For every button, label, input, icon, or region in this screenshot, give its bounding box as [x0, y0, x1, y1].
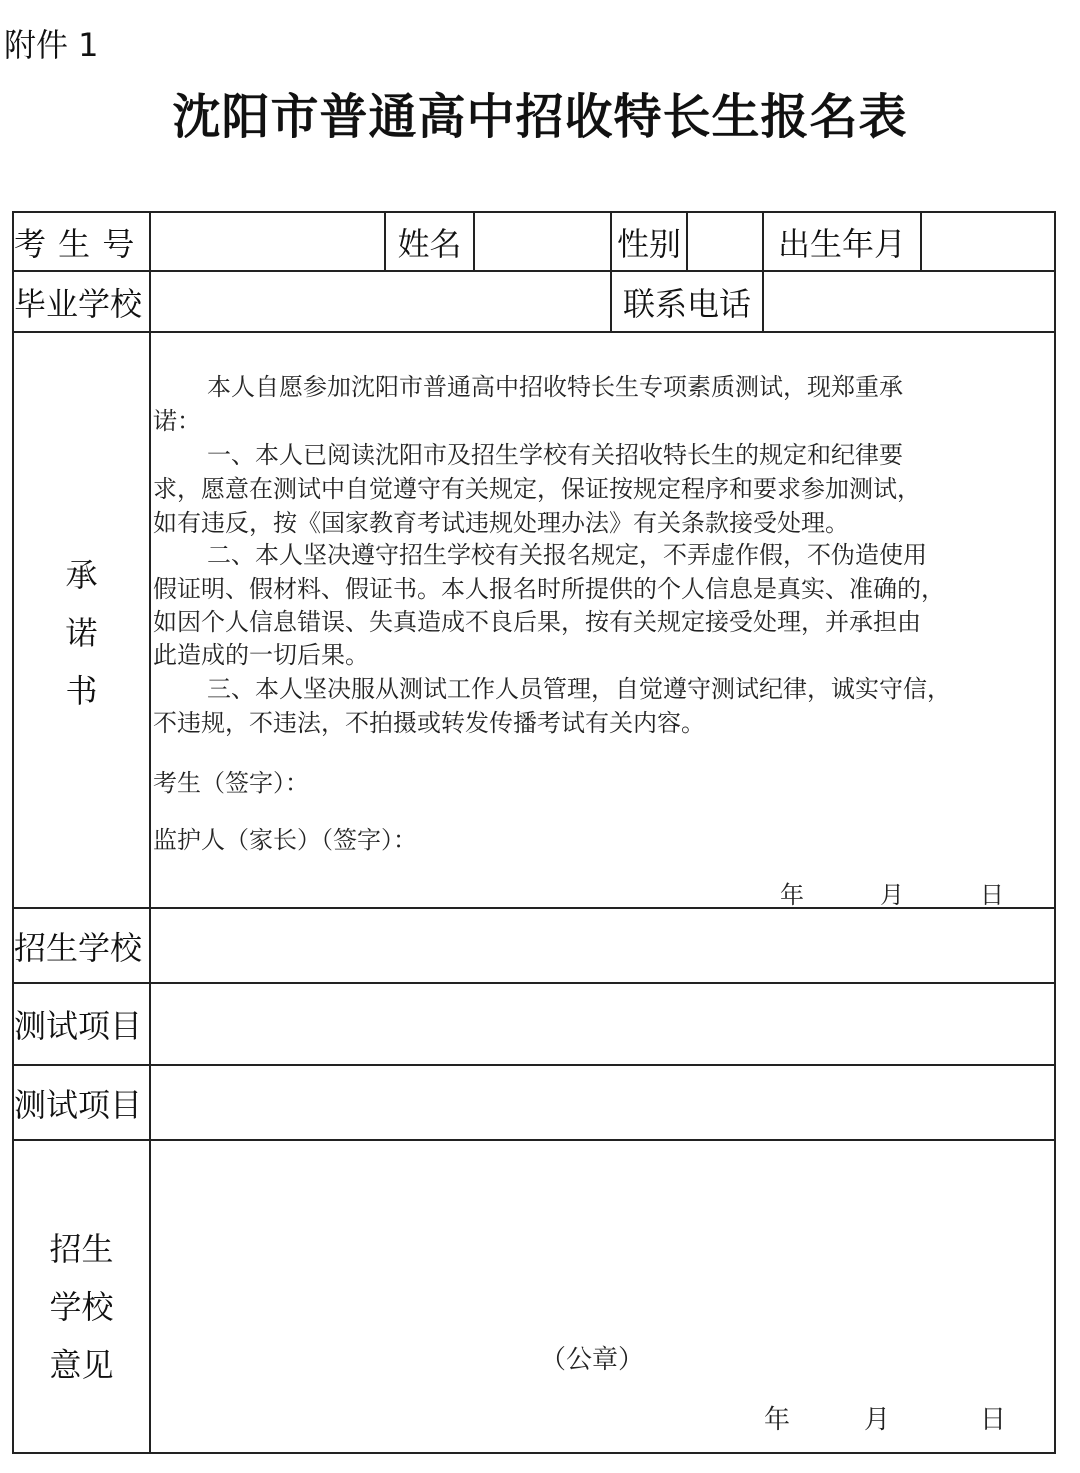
pledge-date-year: 年 — [780, 881, 804, 909]
pledge-label — [14, 550, 149, 724]
opinion-date-day: 日 — [980, 1405, 1007, 1435]
test-item-field[interactable] — [151, 1066, 1054, 1139]
phone-field[interactable] — [764, 272, 1054, 331]
pledge-label-char: 承 — [65, 556, 98, 594]
table-row-divider — [12, 1139, 1056, 1141]
graduate-school-field[interactable] — [151, 272, 610, 331]
pledge-date-day: 日 — [980, 881, 1004, 909]
phone-label: 联系电话 — [622, 284, 751, 323]
test-item-label: 测试项目 — [14, 1085, 143, 1124]
school-opinion-label-line: 意见 — [49, 1346, 114, 1384]
table-border-right — [1054, 211, 1056, 1454]
pledge-date-month: 月 — [880, 881, 904, 909]
exam-number-field[interactable] — [151, 213, 384, 270]
form-title: 沈阳市普通高中招收特长生报名表 — [172, 89, 908, 145]
pledge-line: 求，愿意在测试中自觉遵守有关规定，保证按规定程序和要求参加测试， — [153, 475, 921, 503]
admission-school-label: 招生学校 — [14, 928, 143, 967]
pledge-label-char: 诺 — [65, 614, 98, 652]
exam-number-label: 考 生 号 — [14, 224, 136, 263]
school-opinion-label — [14, 1224, 149, 1398]
attachment-label: 附件 1 — [4, 26, 99, 64]
label-column-divider — [149, 211, 151, 1454]
table-row-divider — [12, 331, 1056, 333]
table-border-bottom — [12, 1452, 1056, 1454]
graduate-school-label: 毕业学校 — [14, 284, 143, 323]
pledge-line: 不违规，不违法，不拍摄或转发传播考试有关内容。 — [153, 709, 705, 737]
pledge-line: 此造成的一切后果。 — [153, 641, 369, 669]
pledge-label-char: 书 — [65, 672, 98, 710]
opinion-date-month: 月 — [864, 1405, 891, 1435]
pledge-line: 诺： — [153, 407, 201, 435]
school-opinion-label-line: 招生 — [49, 1230, 114, 1268]
birth-date-field[interactable] — [922, 213, 1054, 270]
pledge-line: 一、本人已阅读沈阳市及招生学校有关招收特长生的规定和纪律要 — [207, 441, 903, 469]
pledge-line: 二、本人坚决遵守招生学校有关报名规定，不弄虚作假，不伪造使用 — [207, 541, 927, 569]
name-field[interactable] — [475, 213, 610, 270]
opinion-date-year: 年 — [764, 1405, 791, 1435]
pledge-line: 三、本人坚决服从测试工作人员管理，自觉遵守测试纪律，诚实守信， — [207, 675, 951, 703]
school-opinion-label-line: 学校 — [49, 1288, 114, 1326]
admission-school-field[interactable] — [151, 909, 1054, 982]
student-signature-label: 考生（签字）： — [153, 769, 309, 797]
guardian-signature-label: 监护人（家长）（签字）： — [153, 826, 417, 854]
gender-label: 性别 — [616, 224, 681, 263]
pledge-line: 如因个人信息错误、失真造成不良后果，按有关规定接受处理，并承担由 — [153, 608, 921, 636]
name-label: 姓名 — [397, 224, 462, 263]
pledge-line: 本人自愿参加沈阳市普通高中招收特长生专项素质测试，现郑重承 — [207, 373, 903, 401]
pledge-line: 假证明、假材料、假证书。本人报名时所提供的个人信息是真实、准确的， — [153, 575, 945, 603]
registration-form-table — [12, 211, 1056, 1454]
gender-field[interactable] — [688, 213, 762, 270]
birth-date-label: 出生年月 — [777, 224, 906, 263]
test-item-label: 测试项目 — [14, 1007, 143, 1045]
test-item-field[interactable] — [151, 984, 1054, 1064]
pledge-line: 如有违反，按《国家教育考试违规处理办法》有关条款接受处理。 — [153, 509, 849, 537]
official-seal-label: （公章） — [540, 1345, 645, 1375]
